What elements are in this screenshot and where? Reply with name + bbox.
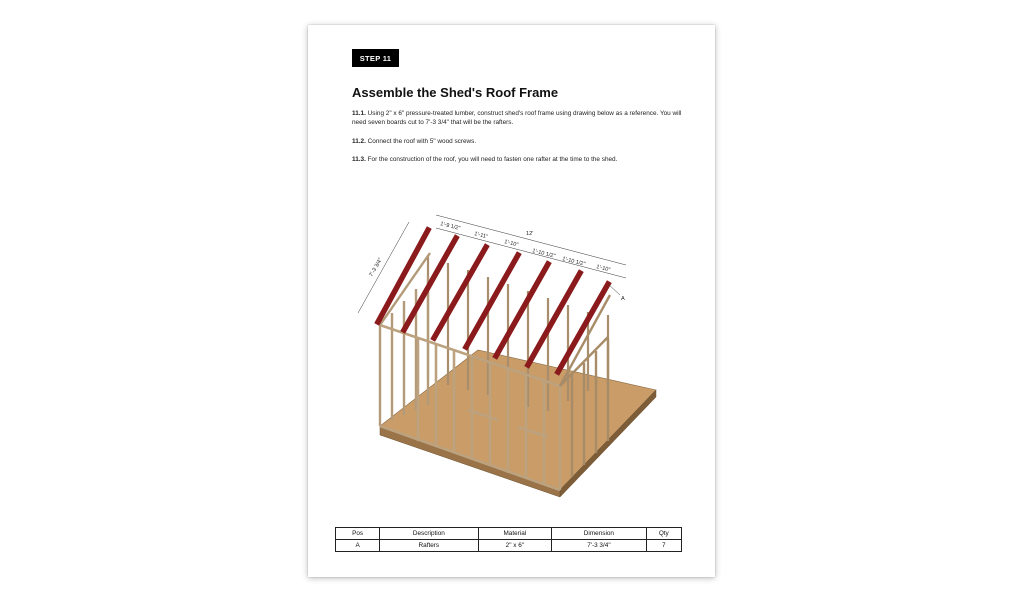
table-header: Dimension xyxy=(552,528,646,540)
spacing-label-4: 1'-10 1/2" xyxy=(531,248,556,260)
instruction-text: Using 2" x 6" pressure-treated lumber, construct shed's roof frame using drawing below as a reference. You will need seven boards cut to 7'-3 3/4" that will be the rafters. xyxy=(352,110,682,126)
callout-a-label: A xyxy=(621,296,625,302)
instruction-number: 11.2. xyxy=(352,138,366,145)
spacing-label-2: 1'-11" xyxy=(473,231,489,241)
parts-table xyxy=(335,527,682,552)
roof-frame-drawing xyxy=(308,25,715,525)
table-cell: 7 xyxy=(646,540,681,552)
table-cell: 7'-3 3/4" xyxy=(552,540,646,552)
spacing-label-5: 1'-10 1/2" xyxy=(561,256,586,268)
instruction-text: For the construction of the roof, you will need to fasten one rafter at the time to the shed. xyxy=(367,156,618,163)
table-cell: Rafters xyxy=(380,540,478,552)
spacing-label-3: 1'-10" xyxy=(503,239,519,249)
spacing-label-1: 1'-9 1/2" xyxy=(439,221,461,232)
instruction-number: 11.1. xyxy=(352,110,366,117)
table-header: Qty xyxy=(646,528,681,540)
table-header-row xyxy=(336,528,682,540)
table-header: Material xyxy=(478,528,552,540)
table-header: Description xyxy=(380,528,478,540)
rafter-length-label: 7'-3 3/4" xyxy=(368,257,384,278)
table-cell: A xyxy=(336,540,380,552)
instruction-number: 11.3. xyxy=(352,156,366,163)
step-badge: STEP 11 xyxy=(352,49,399,67)
table-header: Pos xyxy=(336,528,380,540)
instruction-page xyxy=(308,25,715,577)
total-length-label: 12' xyxy=(526,231,534,237)
table-cell: 2" x 6" xyxy=(478,540,552,552)
spacing-label-6: 1'-10" xyxy=(595,264,611,274)
page-title: Assemble the Shed's Roof Frame xyxy=(352,85,559,100)
table-row xyxy=(336,540,682,552)
instruction-text: Connect the roof with 5" wood screws. xyxy=(367,138,477,145)
